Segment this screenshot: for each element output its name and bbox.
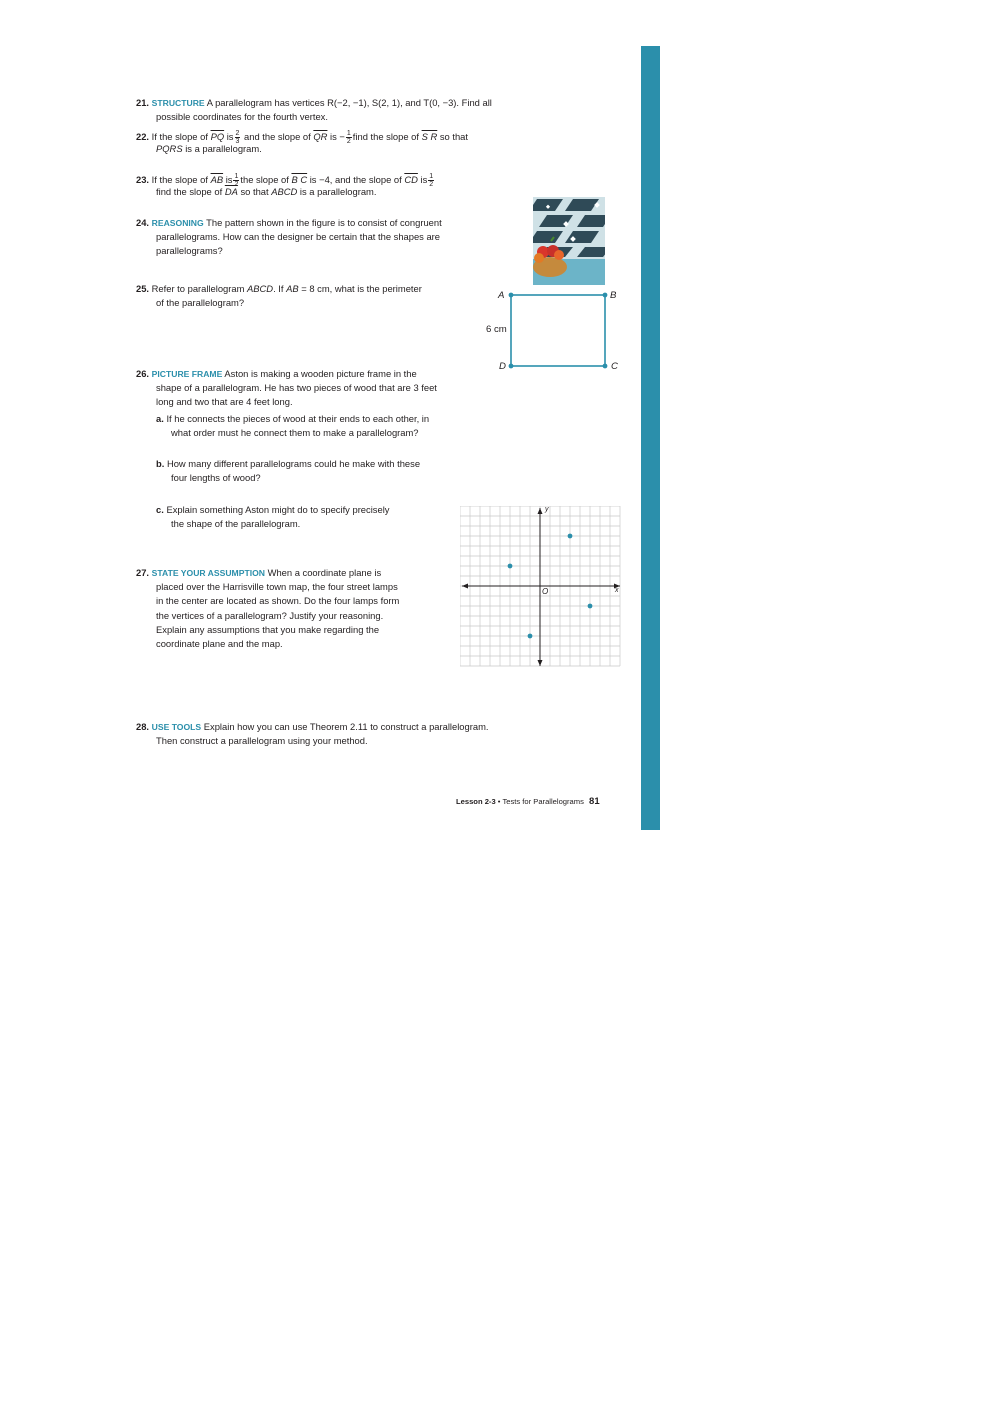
part-label: b.: [156, 458, 165, 469]
question-text: parallelograms. How can the designer be certain that the shapes are: [156, 231, 441, 243]
question-keyword: REASONING: [151, 218, 204, 228]
question-text: Explain how you can use Theorem 2.11 to construct a parallelogram.: [203, 721, 489, 732]
question-text: The pattern shown in the figure is to consist of congruent: [206, 217, 442, 228]
segment-label: $\overline{DA}$: [224, 186, 238, 198]
question-text: A parallelogram has vertices R(−2, −1), S(2, 1), and T(0, −3). Find all: [206, 97, 492, 108]
x-axis-arrow: [462, 584, 468, 589]
lesson-number: Lesson 2-3: [456, 797, 496, 806]
page-number: 81: [589, 796, 600, 807]
question-text: is −4, and the slope of: [309, 174, 402, 185]
part-label: c.: [156, 504, 164, 515]
question-text: is: [226, 131, 234, 142]
figure-name: ABCD: [271, 186, 298, 198]
question-text: parallelograms?: [156, 245, 223, 257]
vertex-label-d: D: [499, 361, 506, 372]
question-text: the slope of: [240, 174, 289, 185]
denominator: 2: [429, 181, 434, 189]
page-footer: [456, 796, 600, 807]
question-text: If the slope of: [151, 131, 208, 142]
question-26c: [156, 503, 456, 531]
vertex-label-c: C: [611, 361, 618, 372]
vertex-a: [509, 293, 514, 298]
question-text: If he connects the pieces of wood at their ends to each other, in: [166, 413, 430, 424]
question-text: is a parallelogram.: [185, 143, 262, 155]
question-number: 23.: [136, 174, 150, 185]
part-label: a.: [156, 413, 164, 424]
origin-label: O: [542, 587, 549, 596]
denominator: 2: [234, 181, 239, 189]
segment-label: $\overline{CD}$: [404, 174, 418, 185]
question-26a: [156, 412, 496, 440]
orange: [534, 253, 544, 263]
question-text: and the slope of: [244, 131, 311, 142]
axes: [462, 508, 620, 666]
vertex-c: [603, 364, 608, 369]
question-number: 26.: [136, 368, 150, 379]
chapter-side-tab: [641, 46, 660, 830]
question-text: find the slope of: [352, 131, 419, 142]
vertex-label-b: B: [610, 290, 617, 301]
question-keyword: STRUCTURE: [151, 98, 205, 108]
lesson-title: Tests for Parallelograms: [502, 797, 584, 806]
rectangle-abcd-figure: [505, 290, 615, 372]
question-text: of the parallelogram?: [156, 297, 245, 309]
question-text: Aston is making a wooden picture frame in the: [224, 368, 417, 379]
question-21: [136, 96, 556, 124]
question-number: 21.: [136, 97, 150, 108]
vertex-label-a: A: [498, 290, 505, 301]
question-22: [136, 130, 556, 156]
separator: •: [497, 797, 501, 806]
denominator: 3: [235, 138, 240, 146]
question-text: Explain any assumptions that you make regarding the: [156, 623, 380, 635]
question-text: is a parallelogram.: [299, 186, 377, 198]
vertex-d: [509, 364, 514, 369]
question-text: Explain something Aston might do to specify precisely: [166, 504, 390, 515]
figure-name: ABCD: [247, 283, 274, 294]
question-number: 28.: [136, 721, 150, 732]
question-text: . If: [273, 283, 284, 294]
side-length-label: 6 cm: [486, 324, 507, 335]
numerator: 1: [234, 173, 239, 181]
coordinate-plane: [460, 506, 622, 668]
question-text: the shape of the parallelogram.: [171, 518, 301, 530]
question-27: [136, 566, 446, 651]
question-text: is −: [330, 131, 345, 142]
y-axis-arrow: [538, 660, 543, 666]
question-number: 24.: [136, 217, 150, 228]
question-23: [136, 173, 556, 199]
question-26b: [156, 457, 496, 485]
question-text: When a coordinate plane is: [267, 567, 382, 578]
street-lamp-point: [508, 564, 513, 569]
segment-label: $\overline{QR}$: [313, 131, 328, 142]
x-axis-label: x: [615, 587, 619, 594]
parallelogram-pattern-image: [533, 197, 605, 285]
question-text: what order must he connect them to make a parallelogram?: [171, 427, 419, 439]
question-text: Refer to parallelogram: [151, 283, 245, 294]
question-text: find the slope of: [156, 186, 223, 198]
question-text: in the center are located as shown. Do the four lamps form: [156, 595, 400, 607]
street-lamp-point: [528, 634, 533, 639]
figure-name: PQRS: [156, 143, 183, 155]
street-lamp-point: [568, 534, 573, 539]
question-number: 25.: [136, 283, 150, 294]
question-text: is: [225, 174, 233, 185]
segment-label: AB: [286, 283, 299, 294]
question-number: 27.: [136, 567, 150, 578]
segment-label: B C: [291, 174, 308, 185]
fraction: [428, 173, 434, 188]
question-text: coordinate plane and the map.: [156, 638, 283, 650]
question-text: How many different parallelograms could he make with these: [166, 458, 421, 469]
question-24: [136, 216, 506, 259]
question-text: Then construct a parallelogram using your method.: [156, 735, 368, 747]
street-lamp-point: [588, 604, 593, 609]
question-text: placed over the Harrisville town map, the four street lamps: [156, 581, 398, 593]
denominator: 2: [346, 138, 351, 146]
y-axis-label: y: [545, 506, 549, 513]
question-keyword: STATE YOUR ASSUMPTION: [151, 568, 265, 578]
question-text: possible coordinates for the fourth vertex.: [156, 111, 328, 123]
question-text: is: [420, 174, 428, 185]
question-keyword: PICTURE FRAME: [151, 369, 223, 379]
segment-label: $\overline{AB}$: [210, 174, 224, 185]
question-text: four lengths of wood?: [171, 472, 261, 484]
question-28: [136, 720, 596, 748]
question-text: the vertices of a parallelogram? Justify your reasoning.: [156, 609, 384, 621]
numerator: 2: [235, 130, 240, 138]
question-25: [136, 282, 486, 310]
question-text: shape of a parallelogram. He has two pieces of wood that are 3 feet: [156, 382, 437, 394]
question-text: long and two that are 4 feet long.: [156, 396, 293, 408]
numerator: 1: [429, 173, 434, 181]
question-text: If the slope of: [151, 174, 208, 185]
segment-label: $\overline{PQ}$: [210, 131, 225, 142]
question-text: so that: [439, 131, 469, 142]
fraction: [346, 130, 352, 145]
y-axis-arrow: [538, 508, 543, 514]
numerator: 1: [346, 130, 351, 138]
vertex-b: [603, 293, 608, 298]
rectangle-abcd: [511, 295, 605, 366]
question-number: 22.: [136, 131, 150, 142]
question-text: = 8 cm, what is the perimeter: [301, 283, 422, 294]
segment-label: S R: [421, 131, 438, 142]
question-text: so that: [240, 186, 269, 198]
orange: [554, 250, 564, 260]
question-keyword: USE TOOLS: [151, 722, 202, 732]
question-26: [136, 367, 496, 410]
